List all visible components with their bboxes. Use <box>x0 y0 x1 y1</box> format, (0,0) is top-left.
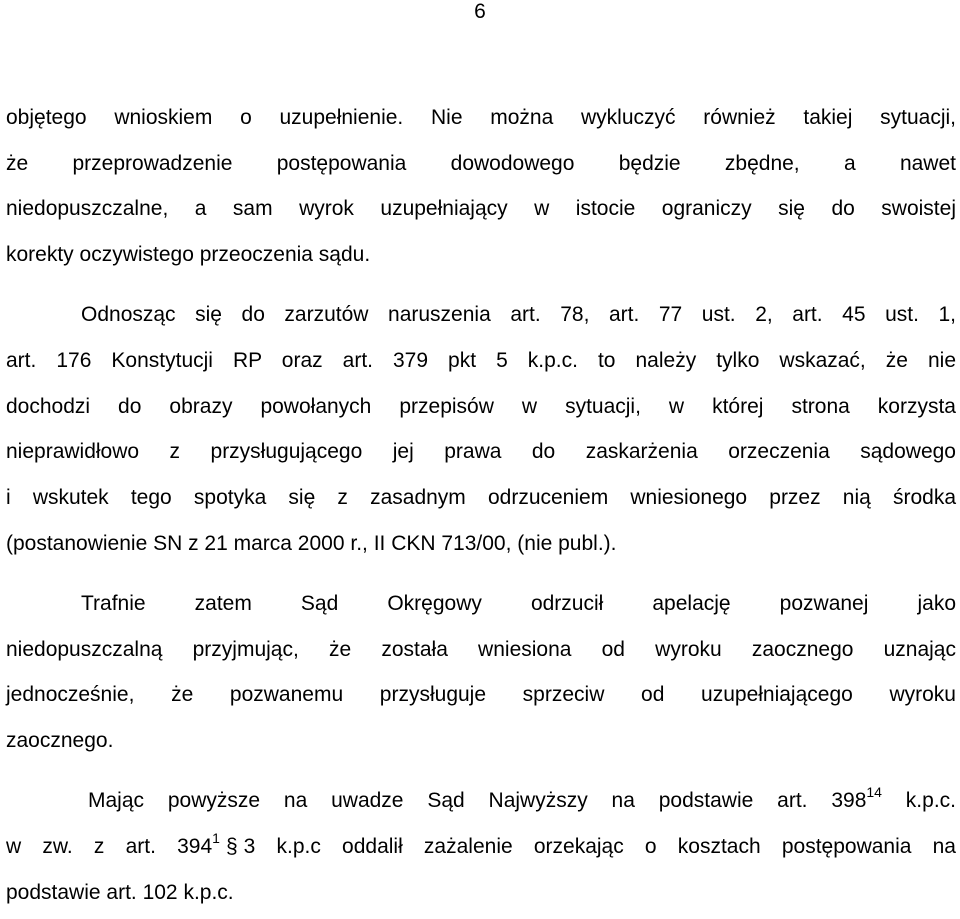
text-line <box>6 782 956 828</box>
line-text-after: 3 k.p.c oddalił zażalenie orzekając o kosztach postępowania na <box>244 835 956 858</box>
document-body <box>6 99 956 919</box>
paragraph-4 <box>6 782 956 919</box>
text-line: Odnosząc się do zarzutów naruszenia art. 78, art. 77 ust. 2, art. 45 ust. 1, <box>6 296 956 342</box>
superscript: 14 <box>866 784 882 800</box>
text-line: korekty oczywistego przeoczenia sądu. <box>6 236 956 282</box>
line-text-after: k.p.c. <box>882 789 956 812</box>
paragraph-3 <box>6 585 956 768</box>
text-line: art. 176 Konstytucji RP oraz art. 379 pkt 5 k.p.c. to należy tylko wskazać, że nie <box>6 342 956 388</box>
text-line: i wskutek tego spotyka się z zasadnym odrzuceniem wniesionego przez nią środka <box>6 479 956 525</box>
line-text-before: Mając powyższe na uwadze Sąd Najwyższy na podstawie art. 398 <box>88 789 866 812</box>
text-line: że przeprowadzenie postępowania dowodowego będzie zbędne, a nawet <box>6 145 956 191</box>
text-line: nieprawidłowo z przysługującego jej prawa do zaskarżenia orzeczenia sądowego <box>6 433 956 479</box>
line-text-before: w zw. z art. 394 <box>6 835 212 858</box>
text-line: jednocześnie, że pozwanemu przysługuje sprzeciw od uzupełniającego wyroku <box>6 676 956 722</box>
text-line: (postanowienie SN z 21 marca 2000 r., II CKN 713/00, (nie publ.). <box>6 525 956 571</box>
section-symbol: § <box>220 835 244 858</box>
text-line: niedopuszczalną przyjmując, że została wniesiona od wyroku zaocznego uznając <box>6 631 956 677</box>
text-line: dochodzi do obrazy powołanych przepisów w sytuacji, w której strona korzysta <box>6 388 956 434</box>
text-line: objętego wnioskiem o uzupełnienie. Nie można wykluczyć również takiej sytuacji, <box>6 99 956 145</box>
text-line: zaocznego. <box>6 722 956 768</box>
paragraph-1 <box>6 99 956 282</box>
superscript: 1 <box>212 830 220 846</box>
page-number: 6 <box>0 0 960 24</box>
paragraph-2 <box>6 296 956 570</box>
text-line: niedopuszczalne, a sam wyrok uzupełniający w istocie ograniczy się do swoistej <box>6 190 956 236</box>
text-line <box>6 828 956 874</box>
text-line: Trafnie zatem Sąd Okręgowy odrzucił apelację pozwanej jako <box>6 585 956 631</box>
text-line: podstawie art. 102 k.p.c. <box>6 874 956 919</box>
